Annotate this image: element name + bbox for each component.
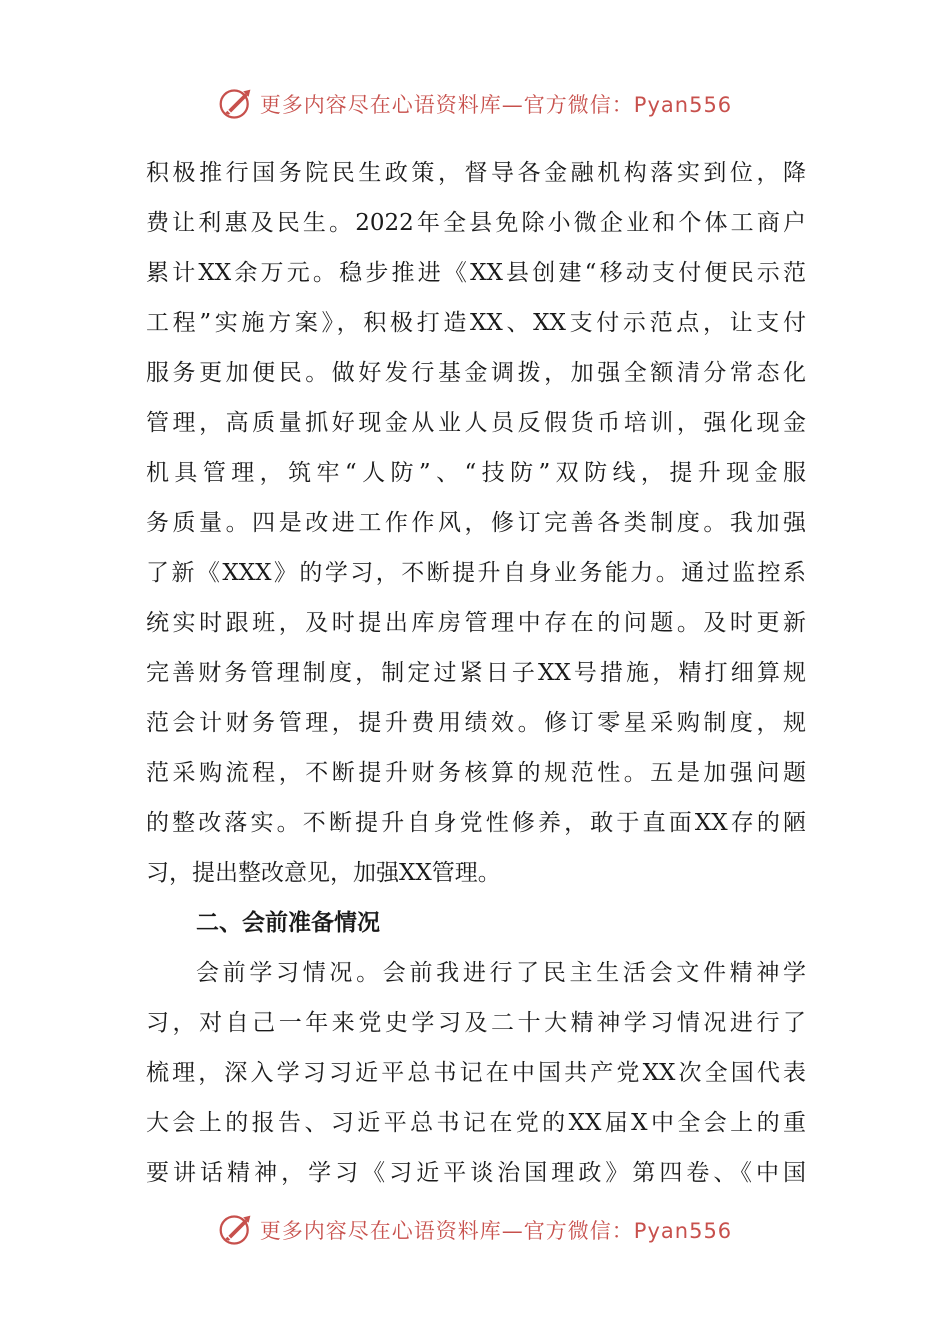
section-heading: 二、会前准备情况 <box>196 910 380 936</box>
text-line: 梳理，深入学习习近平总书记在中国共产党XX次全国代表 <box>146 1060 806 1086</box>
text-line: 工程”实施方案》，积极打造XX、XX支付示范点，让支付 <box>146 310 806 336</box>
text-line: 管理，高质量抓好现金从业人员反假货币培训，强化现金 <box>146 410 806 436</box>
text-line: 统实时跟班，及时提出库房管理中存在的问题。及时更新 <box>146 610 806 636</box>
text-line: 累计XX余万元。稳步推进《XX县创建“移动支付便民示范 <box>146 260 806 286</box>
paragraph-1 <box>146 148 806 898</box>
text-line: 要讲话精神，学习《习近平谈治国理政》第四卷、《中国 <box>146 1160 806 1186</box>
watermark-text: 更多内容尽在心语资料库—官方微信：Pyan556 <box>259 93 733 117</box>
text-line: 服务更加便民。做好发行基金调拨，加强全额清分常态化 <box>146 360 806 386</box>
quill-logo-icon <box>218 1212 254 1248</box>
text-line: 习，提出整改意见，加强XX管理。 <box>146 860 501 886</box>
paragraph-2 <box>146 948 806 1198</box>
text-line: 范会计财务管理，提升费用绩效。修订零星采购制度，规 <box>146 710 806 736</box>
text-line: 大会上的报告、习近平总书记在党的XX届X中全会上的重 <box>146 1110 806 1136</box>
text-line: 范采购流程，不断提升财务核算的规范性。五是加强问题 <box>146 760 806 786</box>
text-line: 积极推行国务院民生政策，督导各金融机构落实到位，降 <box>146 160 806 186</box>
document-body <box>146 148 806 1198</box>
text-line: 习，对自己一年来党史学习及二十大精神学习情况进行了 <box>146 1010 806 1036</box>
watermark-text: 更多内容尽在心语资料库—官方微信：Pyan556 <box>259 1219 733 1243</box>
text-line: 会前学习情况。会前我进行了民主生活会文件精神学 <box>196 960 806 986</box>
text-line: 了新《XXX》的学习，不断提升自身业务能力。通过监控系 <box>146 560 806 586</box>
text-line: 费让利惠及民生。2022年全县免除小微企业和个体工商户 <box>146 210 806 236</box>
text-line: 务质量。四是改进工作作风，修订完善各类制度。我加强 <box>146 510 806 536</box>
quill-logo-icon <box>218 86 254 122</box>
text-line: 完善财务管理制度，制定过紧日子XX号措施，精打细算规 <box>146 660 806 686</box>
watermark-header <box>0 84 950 124</box>
text-line: 机具管理，筑牢“人防”、“技防”双防线，提升现金服 <box>146 460 806 486</box>
text-line: 的整改落实。不断提升自身党性修养，敢于直面XX存的陋 <box>146 810 806 836</box>
watermark-footer <box>0 1210 950 1250</box>
